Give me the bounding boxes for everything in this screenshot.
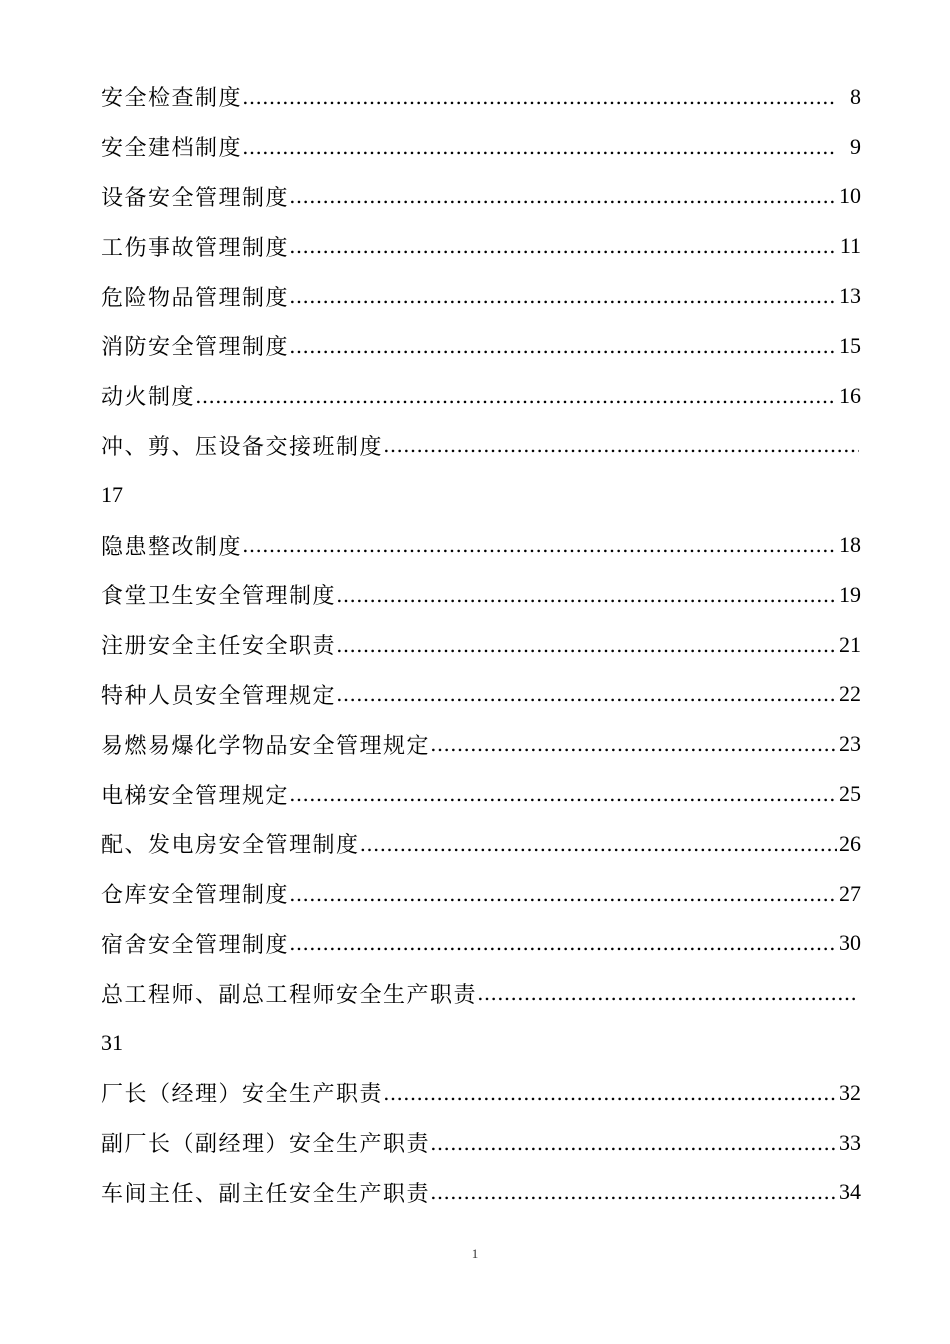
toc-entry-title: 副厂长（副经理）安全生产职责: [101, 1132, 431, 1158]
toc-entry-page: 15: [839, 332, 861, 358]
toc-entry-title: 危险物品管理制度: [101, 285, 290, 311]
toc-entry-page: 34: [839, 1179, 861, 1205]
toc-dot-leader: [430, 732, 837, 756]
toc-entry-page-wrapped: 17: [101, 482, 123, 508]
toc-entry[interactable]: [101, 371, 861, 421]
toc-entry-page: 16: [839, 382, 861, 408]
toc-dot-leader: [195, 384, 837, 408]
toc-dot-leader: [242, 85, 837, 109]
toc-entry-title: 仓库安全管理制度: [101, 883, 290, 909]
toc-entry-page: 27: [839, 880, 861, 906]
page-number: 1: [471, 1246, 479, 1261]
toc-entry[interactable]: [101, 869, 861, 919]
toc-dot-leader: [242, 135, 837, 159]
toc-entry-page: 30: [839, 930, 861, 956]
toc-entry-page: 21: [839, 631, 861, 657]
toc-entry-title: 安全建档制度: [101, 136, 243, 162]
toc-dot-leader: [289, 184, 837, 208]
toc-entry-title: 隐患整改制度: [101, 534, 243, 560]
toc-entry-page: 9: [850, 133, 861, 159]
toc-entry[interactable]: [101, 670, 861, 720]
toc-entry[interactable]: [101, 1118, 861, 1168]
toc-entry-title: 工伤事故管理制度: [101, 235, 290, 261]
toc-dot-leader: [242, 533, 837, 557]
toc-entry[interactable]: [101, 421, 861, 471]
toc-dot-leader: [289, 284, 837, 308]
toc-entry-title: 易燃易爆化学物品安全管理规定: [101, 733, 431, 759]
toc-entry-title: 消防安全管理制度: [101, 335, 290, 361]
toc-entry-title: 电梯安全管理规定: [101, 783, 290, 809]
toc-entry-title: 注册安全主任安全职责: [101, 634, 337, 660]
toc-entry-page-wrapped: 31: [101, 1030, 123, 1056]
toc-entry[interactable]: [101, 520, 861, 570]
toc-dot-leader: [336, 682, 837, 706]
toc-entry-title: 设备安全管理制度: [101, 185, 290, 211]
toc-entry-title: 安全检查制度: [101, 86, 243, 112]
toc-dot-leader: [477, 981, 859, 1005]
toc-dot-leader: [289, 882, 837, 906]
toc-entry-page: 18: [839, 532, 861, 558]
toc-entry[interactable]: [101, 769, 861, 819]
toc-entry-title: 厂长（经理）安全生产职责: [101, 1082, 384, 1108]
toc-entry-page: 11: [839, 233, 861, 259]
toc-entry-title: 食堂卫生安全管理制度: [101, 584, 337, 610]
toc-dot-leader: [336, 583, 837, 607]
toc-dot-leader: [289, 334, 837, 358]
toc-dot-leader: [383, 433, 859, 457]
toc-entry[interactable]: [101, 221, 861, 271]
toc-entry[interactable]: [101, 819, 861, 869]
toc-entry-page: 26: [839, 830, 861, 856]
toc-entry[interactable]: [101, 72, 861, 122]
toc-entry[interactable]: [101, 271, 861, 321]
toc-dot-leader: [289, 234, 837, 258]
toc-entry[interactable]: [101, 919, 861, 969]
toc-entry-page: 23: [839, 731, 861, 757]
toc-dot-leader: [383, 1081, 837, 1105]
toc-entry-title: 车间主任、副主任安全生产职责: [101, 1181, 431, 1207]
toc-entry-page: 22: [839, 681, 861, 707]
toc-entry-page: 32: [839, 1079, 861, 1105]
toc-entry-title: 特种人员安全管理规定: [101, 683, 337, 709]
toc-entry-title: 配、发电房安全管理制度: [101, 833, 360, 859]
toc-dot-leader: [360, 832, 837, 856]
toc-entry-page: 19: [839, 581, 861, 607]
toc-dot-leader: [430, 1131, 837, 1155]
toc-entry[interactable]: [101, 620, 861, 670]
toc-entry[interactable]: [101, 719, 861, 769]
toc-entry-title: 冲、剪、压设备交接班制度: [101, 434, 384, 460]
toc-entry[interactable]: [101, 968, 861, 1018]
toc-dot-leader: [430, 1180, 837, 1204]
toc-entry[interactable]: [101, 1068, 861, 1118]
toc-dot-leader: [336, 633, 837, 657]
toc-entry[interactable]: [101, 1168, 861, 1218]
toc-entry-page: 25: [839, 781, 861, 807]
toc-entry[interactable]: [101, 321, 861, 371]
toc-entry-page: 13: [839, 283, 861, 309]
toc-entry[interactable]: [101, 570, 861, 620]
toc-entry-page: 33: [839, 1129, 861, 1155]
table-of-contents: [101, 72, 861, 1217]
toc-entry[interactable]: [101, 122, 861, 172]
toc-entry-title: 宿舍安全管理制度: [101, 932, 290, 958]
toc-entry-title: 总工程师、副总工程师安全生产职责: [101, 982, 478, 1008]
toc-entry-page: 10: [839, 183, 861, 209]
toc-entry-title: 动火制度: [101, 385, 196, 411]
toc-entry-page: 8: [850, 83, 861, 109]
toc-dot-leader: [289, 782, 837, 806]
toc-dot-leader: [289, 931, 837, 955]
toc-entry[interactable]: [101, 172, 861, 222]
